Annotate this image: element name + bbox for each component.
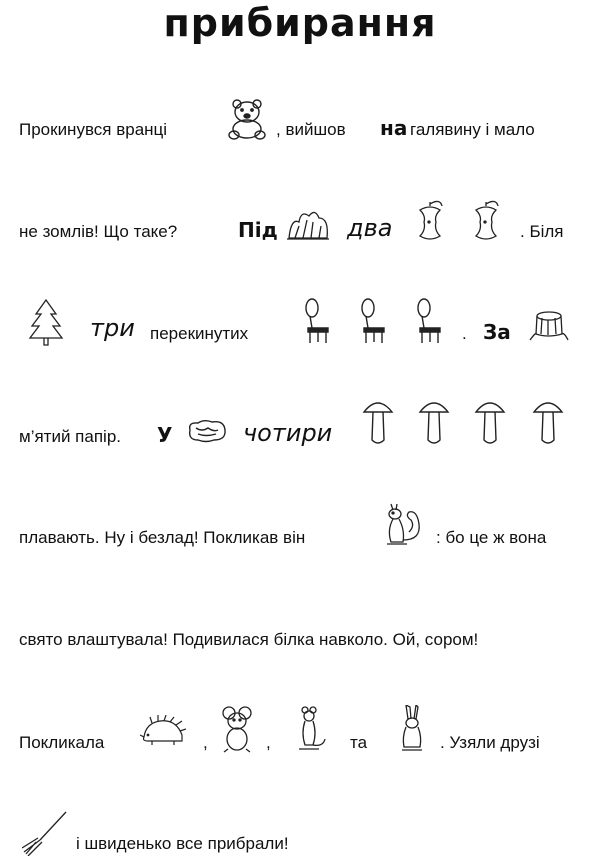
story-line-4 bbox=[0, 400, 600, 450]
story-line-1 bbox=[0, 98, 600, 148]
text-bold: на bbox=[380, 116, 408, 140]
text: Покликала bbox=[19, 733, 105, 752]
tree-icon bbox=[28, 298, 64, 346]
text: , bbox=[266, 733, 271, 752]
rat-icon bbox=[293, 705, 327, 753]
story-line-2 bbox=[0, 200, 600, 250]
text-number: чотири bbox=[243, 419, 333, 447]
text: м’ятий папір. bbox=[19, 427, 121, 446]
chair-icon bbox=[414, 298, 444, 344]
apple-core-icon bbox=[412, 200, 448, 242]
text: Прокинувся вранці bbox=[19, 120, 168, 139]
text: . bbox=[462, 324, 467, 343]
bear-icon bbox=[225, 98, 269, 140]
squirrel-icon bbox=[383, 500, 423, 548]
crumpled-paper-icon bbox=[186, 418, 228, 444]
text: і швиденько все прибрали! bbox=[76, 834, 289, 853]
mushroom-icon bbox=[474, 400, 506, 446]
apple-core-icon bbox=[468, 200, 504, 242]
page-title: прибирання bbox=[163, 1, 437, 45]
chair-icon bbox=[358, 298, 388, 344]
text-bold: Під bbox=[238, 218, 278, 242]
text: перекинутих bbox=[150, 324, 249, 343]
hedgehog-icon bbox=[140, 715, 186, 749]
story-line-7 bbox=[0, 705, 600, 755]
story-line-3 bbox=[0, 298, 600, 348]
text: плавають. Ну і безлад! Покликав він bbox=[19, 528, 306, 547]
story-line-6 bbox=[0, 610, 600, 660]
text-number: три bbox=[90, 314, 135, 342]
broom-icon bbox=[22, 810, 68, 856]
story-line-8 bbox=[0, 810, 600, 860]
bush-icon bbox=[285, 206, 331, 242]
story-line-5 bbox=[0, 500, 600, 550]
text: свято влаштувала! Подивилася білка навколо. Ой, сором! bbox=[19, 630, 479, 649]
text-bold: За bbox=[483, 320, 511, 344]
text: : бо це ж вона bbox=[436, 528, 547, 547]
text-bold: У bbox=[157, 423, 173, 447]
text: . Біля bbox=[520, 222, 564, 241]
mushroom-icon bbox=[418, 400, 450, 446]
mouse-icon bbox=[220, 705, 254, 753]
text-number: два bbox=[347, 214, 393, 242]
chair-icon bbox=[302, 298, 332, 344]
hare-icon bbox=[396, 705, 428, 753]
text: галявину і мало bbox=[410, 120, 535, 139]
stump-icon bbox=[528, 310, 570, 342]
mushroom-icon bbox=[532, 400, 564, 446]
text: та bbox=[350, 733, 368, 752]
text: , bbox=[203, 733, 208, 752]
mushroom-icon bbox=[362, 400, 394, 446]
text: не зомлів! Що таке? bbox=[19, 222, 178, 241]
text: , вийшов bbox=[276, 120, 346, 139]
text: . Узяли друзі bbox=[440, 733, 540, 752]
